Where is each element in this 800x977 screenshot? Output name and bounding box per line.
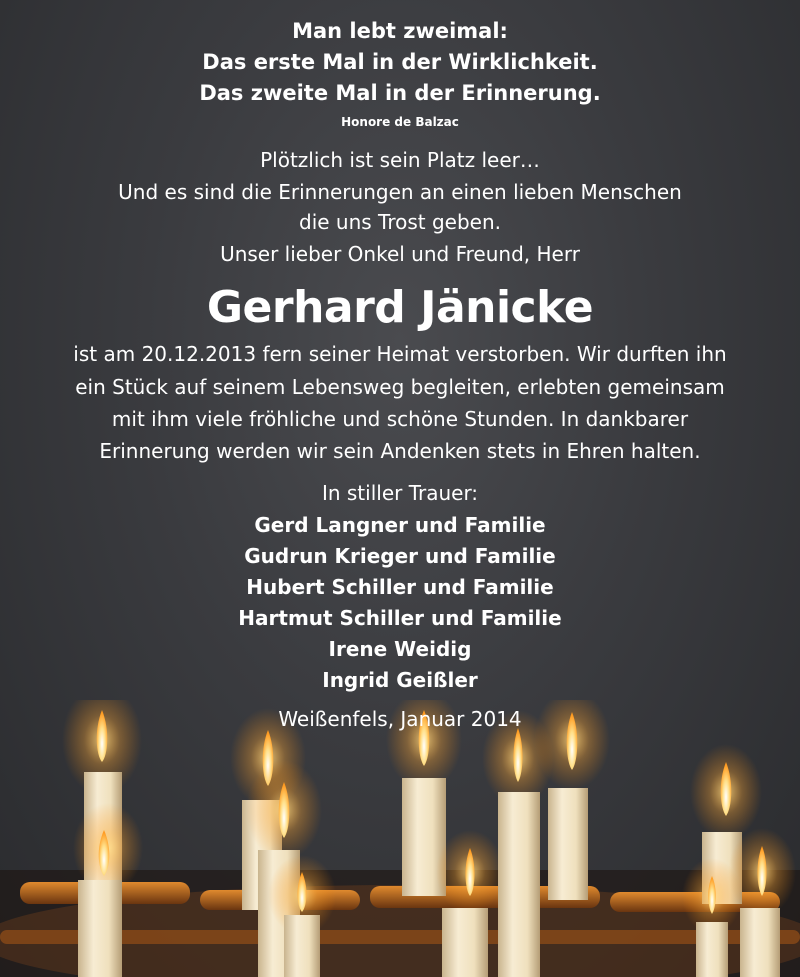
quote-line-3: Das zweite Mal in der Erinnerung. [199,81,601,105]
message-line-4: Erinnerung werden wir sein Andenken stets in Ehren halten. [99,439,701,463]
mourner-name: Hubert Schiller und Familie [246,575,554,599]
intro-line-1: Plötzlich ist sein Platz leer… [260,148,540,172]
intro-line-2: Und es sind die Erinnerungen an einen lieben Menschen [118,180,682,204]
mourner-name: Irene Weidig [328,637,472,661]
message-line-1: ist am 20.12.2013 fern seiner Heimat verstorben. Wir durften ihn [73,342,727,366]
message-line-2: ein Stück auf seinem Lebensweg begleiten, erlebten gemeinsam [75,375,725,399]
candles-illustration [0,700,800,977]
mourner-name: Gerd Langner und Familie [254,513,546,537]
mourner-name: Hartmut Schiller und Familie [238,606,562,630]
mourner-name: Gudrun Krieger und Familie [244,544,556,568]
quote-line-1: Man lebt zweimal: [292,19,508,43]
quote-line-2: Das erste Mal in der Wirklichkeit. [202,50,598,74]
intro-line-3: die uns Trost geben. [299,210,501,234]
quote-author: Honore de Balzac [341,115,459,129]
mourner-name: Ingrid Geißler [322,668,478,692]
mourning-heading: In stiller Trauer: [321,481,479,505]
intro-line-4: Unser lieber Onkel und Freund, Herr [220,242,580,266]
message-line-3: mit ihm viele fröhliche und schöne Stunden. In dankbarer [111,407,689,431]
place-date: Weißenfels, Januar 2014 [278,707,522,731]
deceased-name: Gerhard Jänicke [206,282,594,333]
